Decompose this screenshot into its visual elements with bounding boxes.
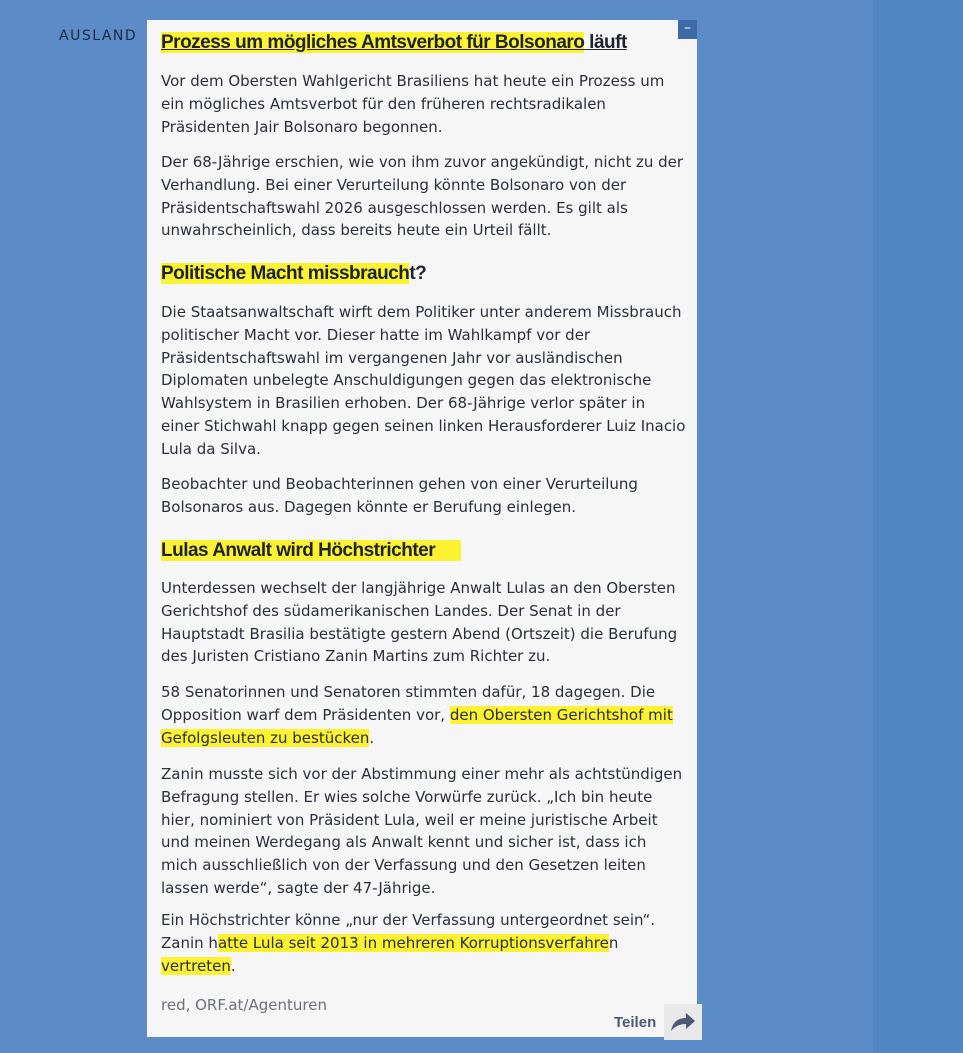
section-label: AUSLAND xyxy=(59,28,138,44)
subhead-1-rest: t? xyxy=(409,263,427,284)
headline-rest: läuft xyxy=(584,32,627,53)
paragraph-7: Zanin musste sich vor der Abstimmung einer mehr als achtstündigen Befragung stellen. Er wies solche Vorwürfe zurück. „Ich bin heute hier, nominiert von Präsident Lula, weil er meine juristische Arbeit und meinen Werdegang als Anwalt kennt und sicher ist, dass ich mich ausschließlich von der Verfassung und den Gesetzen leiten lassen werde“, sagte der 47-Jährige. xyxy=(161,765,683,897)
paragraph-2-block xyxy=(161,151,686,242)
paragraph-8-highlight: atte Lula seit 2013 in mehreren Korruptionsverfahre xyxy=(217,933,609,952)
source-block xyxy=(161,994,686,1017)
paragraph-2: Der 68-Jährige erschien, wie von ihm zuvor angekündigt, nicht zu der Verhandlung. Bei einer Verurteilung könnte Bolsonaro von der Präsidentschaftswahl 2026 ausgeschlossen werden. Es gilt als unwahrscheinlich, dass bereits heute ein Urteil fällt. xyxy=(161,153,684,240)
subhead-1-highlight: Politische Macht missbrauch xyxy=(161,263,410,284)
subheading-macht xyxy=(161,261,686,287)
paragraph-6-highlight: den Obersten Gerichtshof mit Gefolgsleuten zu bestücken xyxy=(161,705,673,747)
paragraph-8 xyxy=(161,909,686,977)
paragraph-1-block xyxy=(161,70,686,138)
headline-block xyxy=(161,30,686,56)
paragraph-3: Die Staatsanwaltschaft wirft dem Politiker unter anderem Missbrauch politischer Macht vor. Dieser hatte im Wahlkampf vor der Präsidentschaftswahl im vergangenen Jahr vor ausländischen Diplomaten unbelegte Anschuldigungen gegen das elektronische Wahlsystem in Brasilien erhoben. Der 68-Jährige verlor später in einer Stichwahl knapp gegen seinen linken Herausforderer Luiz Inacio Lula da Silva. xyxy=(161,303,686,458)
paragraph-3-block xyxy=(161,301,686,461)
paragraph-8-block xyxy=(161,909,686,977)
article-source: red, ORF.at/Agenturen xyxy=(161,996,327,1014)
share-label: Teilen xyxy=(614,1013,657,1031)
share-arrow-icon xyxy=(664,1004,702,1040)
paragraph-5-block xyxy=(161,577,686,668)
subhead-2-block xyxy=(161,538,686,564)
paragraph-7-block xyxy=(161,763,686,900)
share-button[interactable] xyxy=(614,1004,702,1040)
paragraph-6-text: 58 Senatorinnen und Senatoren stimmten dafür, 18 dagegen. Die Opposition warf dem Präsidenten vor, xyxy=(161,683,656,724)
paragraph-1: Vor dem Obersten Wahlgericht Brasiliens hat heute ein Prozess um ein mögliches Amtsverbot für den früheren rechtsradikalen Präsidenten Jair Bolsonaro begonnen. xyxy=(161,72,665,136)
paragraph-4: Beobachter und Beobachterinnen gehen von einer Verurteilung Bolsonaros aus. Dagegen könnte er Berufung einlegen. xyxy=(161,475,638,516)
right-background-strip xyxy=(873,0,963,1053)
article-headline[interactable] xyxy=(161,30,686,56)
headline-highlight: Prozess um mögliches Amtsverbot für Bolsonaro xyxy=(161,32,585,53)
paragraph-6 xyxy=(161,681,686,749)
paragraph-4-block xyxy=(161,473,686,519)
collapse-button[interactable]: – xyxy=(678,20,697,39)
paragraph-8-highlight-2: vertreten xyxy=(161,956,231,975)
subheading-anwalt xyxy=(161,538,686,564)
paragraph-6-end: . xyxy=(369,728,375,747)
paragraph-8-mid: n xyxy=(608,933,619,952)
subhead-2-highlight: Lulas Anwalt wird Höchstrichter xyxy=(161,540,461,561)
paragraph-8-text: Ein Höchstrichter könne „nur der Verfassung untergeordnet sein“. Zanin h xyxy=(161,911,655,952)
paragraph-6-block xyxy=(161,681,686,749)
paragraph-8-end: . xyxy=(230,956,236,975)
subhead-1-block xyxy=(161,261,686,287)
paragraph-5: Unterdessen wechselt der langjährige Anwalt Lulas an den Obersten Gerichtshof des südamerikanischen Landes. Der Senat in der Hauptstadt Brasilia bestätigte gestern Abend (Ortszeit) die Berufung des Juristen Cristiano Zanin Martins zum Richter zu. xyxy=(161,579,678,666)
